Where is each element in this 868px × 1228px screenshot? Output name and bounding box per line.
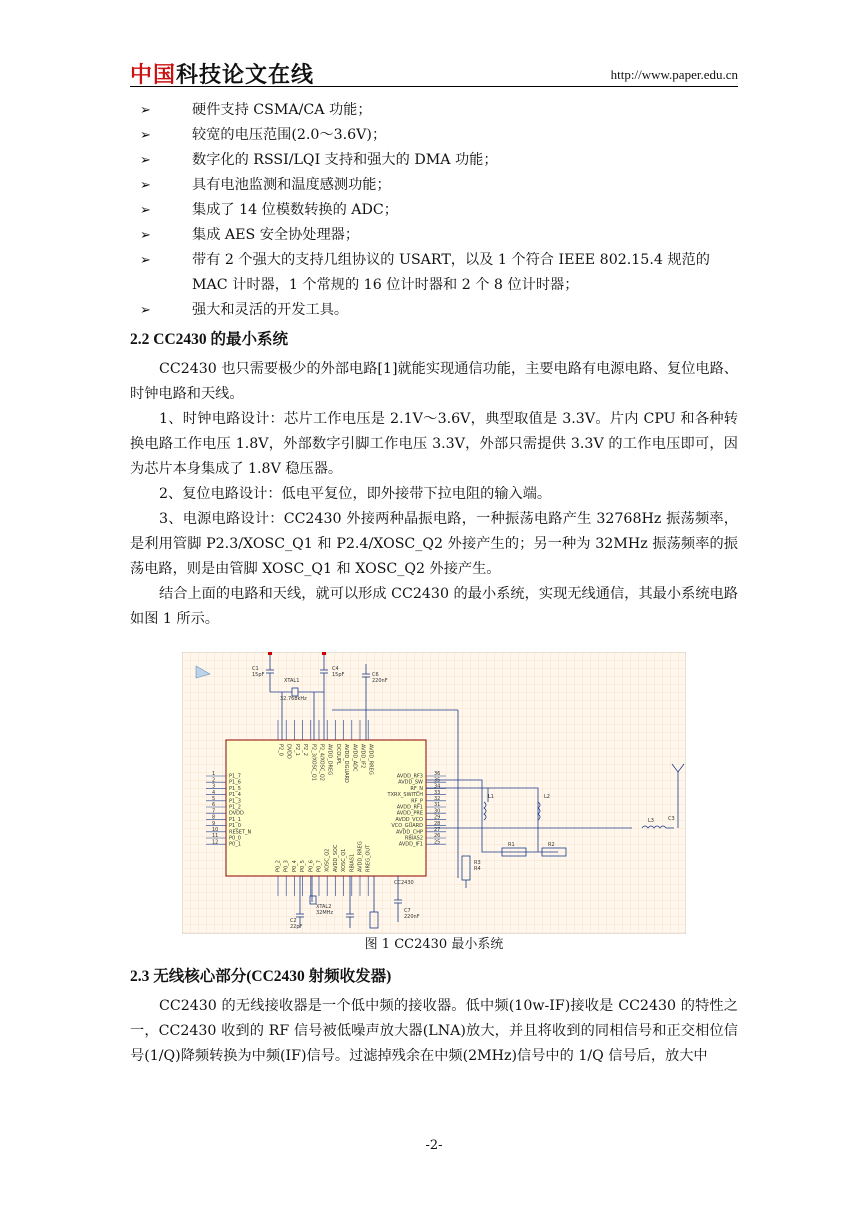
journal-logo: [130, 58, 314, 89]
arrow-bullet-icon: ➢: [140, 153, 151, 168]
pin-number: 12: [212, 839, 219, 846]
pin-label: P2_2: [302, 744, 309, 756]
pin-number: 9: [212, 820, 216, 827]
pin-number: 33: [434, 789, 441, 796]
arrow-bullet-icon: ➢: [140, 178, 151, 193]
paragraph: 结合上面的电路和天线，就可以形成 CC2430 的最小系统，实现无线通信，其最小系统电路如图 1 所示。: [130, 586, 738, 627]
pin-label: RBIAS1: [349, 853, 356, 872]
list-item: [130, 173, 738, 198]
pin-label: P0_7: [316, 860, 323, 872]
pin-number: 4: [212, 789, 216, 796]
pin-label: P1_5: [229, 785, 241, 792]
component-label: R3: [474, 860, 481, 866]
pin-number: 36: [434, 771, 441, 778]
list-item-text: 具有电池监测和温度感测功能；: [192, 177, 391, 193]
component-label: C6: [372, 672, 379, 678]
arrow-bullet-icon: ➢: [140, 253, 151, 268]
list-item-text: 带有 2 个强大的支持几组协议的 USART，以及 1 个符合 IEEE 802.15.4 规范的 MAC 计时器，1 个常规的 16 位计时器和 2 个 8 位计时器；: [192, 252, 710, 293]
component-label: C2: [290, 918, 297, 924]
pin-label: VCO_GUARD: [391, 823, 423, 830]
component-label: L3: [648, 818, 654, 824]
pin-label: P0_2: [275, 860, 282, 872]
pin-label: AVDD_DGUARD: [343, 744, 350, 783]
logo-red-text: 中国: [130, 63, 177, 88]
pin-number: 1: [212, 771, 216, 778]
component-label: 15pF: [332, 672, 345, 678]
paragraph: 2、复位电路设计：低电平复位，即外接带下拉电阻的输入端。: [159, 486, 552, 502]
pin-number: 6: [212, 802, 216, 809]
list-item: [130, 198, 738, 223]
list-item: [130, 298, 738, 323]
pin-label: AVDD_RREG: [357, 841, 364, 872]
pin-label: AVDD_IF2: [359, 744, 366, 769]
pin-label: P0_4: [291, 860, 298, 872]
pin-number: 32: [434, 796, 441, 802]
pin-label: AVDD_RREG: [367, 744, 374, 775]
section-heading: 2.2 CC2430 的最小系统: [130, 331, 289, 348]
list-item: [130, 223, 738, 248]
pin-label: P0_0: [229, 835, 241, 842]
list-item: [130, 148, 738, 173]
pin-number: 26: [434, 833, 441, 840]
arrow-bullet-icon: ➢: [140, 103, 151, 118]
pin-label: RBIAS2: [404, 835, 423, 842]
pin-label: DVDD: [285, 744, 292, 759]
pin-label: RF_P: [411, 798, 423, 805]
chip-name-label: CC2430: [394, 880, 414, 886]
pin-number: 7: [212, 808, 216, 815]
cc2430-schematic: [182, 652, 686, 934]
pin-number: 27: [434, 827, 441, 833]
paragraph: CC2430 也只需要极少的外部电路[1]就能实现通信功能，主要电路有电源电路、复位电路、时钟电路和天线。: [130, 361, 738, 402]
pin-number: 30: [434, 808, 441, 815]
pin-label: P0_1: [229, 841, 241, 848]
pin-number: 10: [212, 827, 219, 833]
logo-black-text: 科技论文在线: [176, 63, 315, 88]
pin-label: AVDD_SOC: [332, 844, 339, 872]
list-item-text: 较宽的电压范围(2.0～3.6V)；: [192, 127, 387, 143]
list-item-text: 集成了 14 位模数转换的 ADC；: [192, 202, 398, 218]
page-number: -2-: [425, 1138, 443, 1153]
pin-number: 31: [434, 802, 441, 809]
component-label: 220nF: [372, 678, 388, 684]
pin-label: P2_1: [293, 744, 300, 756]
figure-1: [130, 652, 738, 960]
component-label: R4: [474, 866, 481, 872]
list-item-text: 强大和灵活的开发工具。: [192, 302, 349, 318]
pin-number: 5: [212, 796, 216, 802]
paragraph: 1、时钟电路设计：芯片工作电压是 2.1V～3.6V，典型取值是 3.3V。片内 CPU 和各种转换电路工作电压 1.8V，外部数字引脚工作电压 3.3V，外部只需提供 3.3V 的工作电压即可，因为芯片本身集成了 1.8V 稳压器。: [130, 411, 738, 477]
component-label: 220nF: [404, 914, 420, 920]
arrow-bullet-icon: ➢: [140, 303, 151, 318]
header-rule: [130, 86, 738, 87]
pin-label: AVDD_VCO: [395, 816, 423, 823]
pin-label: XOSC_Q1: [341, 848, 348, 872]
pin-label: P1_2: [229, 804, 241, 811]
component-label: XTAL2: [316, 904, 332, 910]
component-label: XTAL1: [284, 678, 300, 684]
pin-label: TXRX_SWITCH: [387, 792, 423, 799]
paragraph: CC2430 的无线接收器是一个低中频的接收器。低中频(10w-IF)接收是 CC2430 的特性之一，CC2430 收到的 RF 信号被低噪声放大器(LNA)放大，并且将收到的同相信号和正交相位信号(1/Q)降频转换为中频(IF)信号。过滤掉残余在中频(2MHz)信号中的 1/Q 信号后，放大中: [130, 998, 738, 1064]
pin-number: 11: [212, 833, 219, 840]
pin-label: P0_5: [300, 860, 307, 872]
pin-label: AVDD_CHP: [396, 829, 423, 836]
list-item: [130, 98, 738, 123]
section-heading: 2.3 无线核心部分(CC2430 射频收发器): [130, 968, 392, 985]
pin-label: P1_4: [229, 792, 241, 799]
figure-caption: 图 1 CC2430 最小系统: [364, 937, 504, 952]
pin-label: P2_4/XOSC_Q2: [318, 744, 325, 781]
component-label: C3: [668, 816, 675, 822]
component-label: L2: [544, 794, 550, 800]
pin-label: RF_N: [410, 785, 423, 792]
arrow-bullet-icon: ➢: [140, 228, 151, 243]
header-url[interactable]: http://www.paper.edu.cn: [610, 67, 738, 82]
pin-number: 35: [434, 777, 441, 784]
component-label: 32.768kHz: [280, 696, 307, 702]
pin-number: 28: [434, 820, 441, 827]
arrow-bullet-icon: ➢: [140, 128, 151, 143]
component-label: C4: [332, 666, 339, 672]
component-label: 15pF: [252, 672, 265, 678]
component-label: 32MHz: [316, 910, 334, 916]
pin-number: 34: [434, 783, 441, 790]
list-item-text: 硬件支持 CSMA/CA 功能；: [192, 102, 372, 118]
paper-body: [130, 98, 738, 1069]
list-item-text: 集成 AES 安全协处理器；: [192, 227, 360, 243]
pin-label: P0_3: [283, 860, 290, 872]
page-header: [130, 58, 738, 88]
list-item: [130, 248, 738, 298]
pin-label: P1_6: [229, 779, 241, 786]
pin-label: AVDD_RF1: [396, 804, 423, 811]
power-symbol-icon: [268, 652, 272, 655]
pin-label: AVDD_SW: [398, 779, 423, 786]
component-label: L1: [488, 794, 494, 800]
pin-label: AVDD_PRE: [396, 810, 423, 817]
pin-label: AVDD_ADC: [351, 744, 358, 772]
component-label: C1: [252, 666, 259, 672]
pin-label: P2_3/XOSC_Q1: [310, 744, 317, 781]
pin-label: AVDD_RF3: [396, 773, 423, 780]
pin-label: P2_0: [277, 744, 284, 756]
component-label: R2: [548, 842, 555, 848]
arrow-bullet-icon: ➢: [140, 203, 151, 218]
pin-label: RESET_N: [229, 829, 252, 836]
pin-label: AVDD_DREG: [326, 744, 333, 776]
pin-number: 25: [434, 839, 441, 846]
component-label: R1: [508, 842, 515, 848]
pin-label: AVDD_IF1: [398, 841, 423, 848]
pin-number: 3: [212, 783, 216, 790]
pin-label: XOSC_Q2: [324, 848, 331, 872]
pin-number: 2: [212, 777, 216, 784]
pin-label: DVDD: [229, 810, 244, 817]
component-label: C7: [404, 908, 411, 914]
pin-label: P1_3: [229, 798, 241, 805]
pin-label: P1_1: [229, 816, 241, 823]
list-item: [130, 123, 738, 148]
feature-list: [130, 98, 738, 323]
pin-label: P0_6: [308, 860, 315, 872]
pin-label: P1_0: [229, 823, 241, 830]
pin-number: 8: [212, 814, 216, 821]
pin-label: DCOUPL: [334, 744, 341, 765]
pin-label: P1_7: [229, 773, 241, 780]
paragraph: 3、电源电路设计：CC2430 外接两种晶振电路，一种振荡电路产生 32768Hz 振荡频率，是利用管脚 P2.3/XOSC_Q1 和 P2.4/XOSC_Q2 外接产生的；另一种为 32MHz 振荡频率的振荡电路，则是由管脚 XOSC_Q1 和 XOSC_Q2 外接产生。: [130, 511, 738, 577]
list-item-text: 数字化的 RSSI/LQI 支持和强大的 DMA 功能；: [192, 152, 498, 168]
pin-number: 29: [434, 814, 441, 821]
component-label: 22pF: [290, 924, 303, 930]
power-symbol-icon: [322, 652, 326, 655]
pin-label: RREG_OUT: [365, 844, 372, 872]
